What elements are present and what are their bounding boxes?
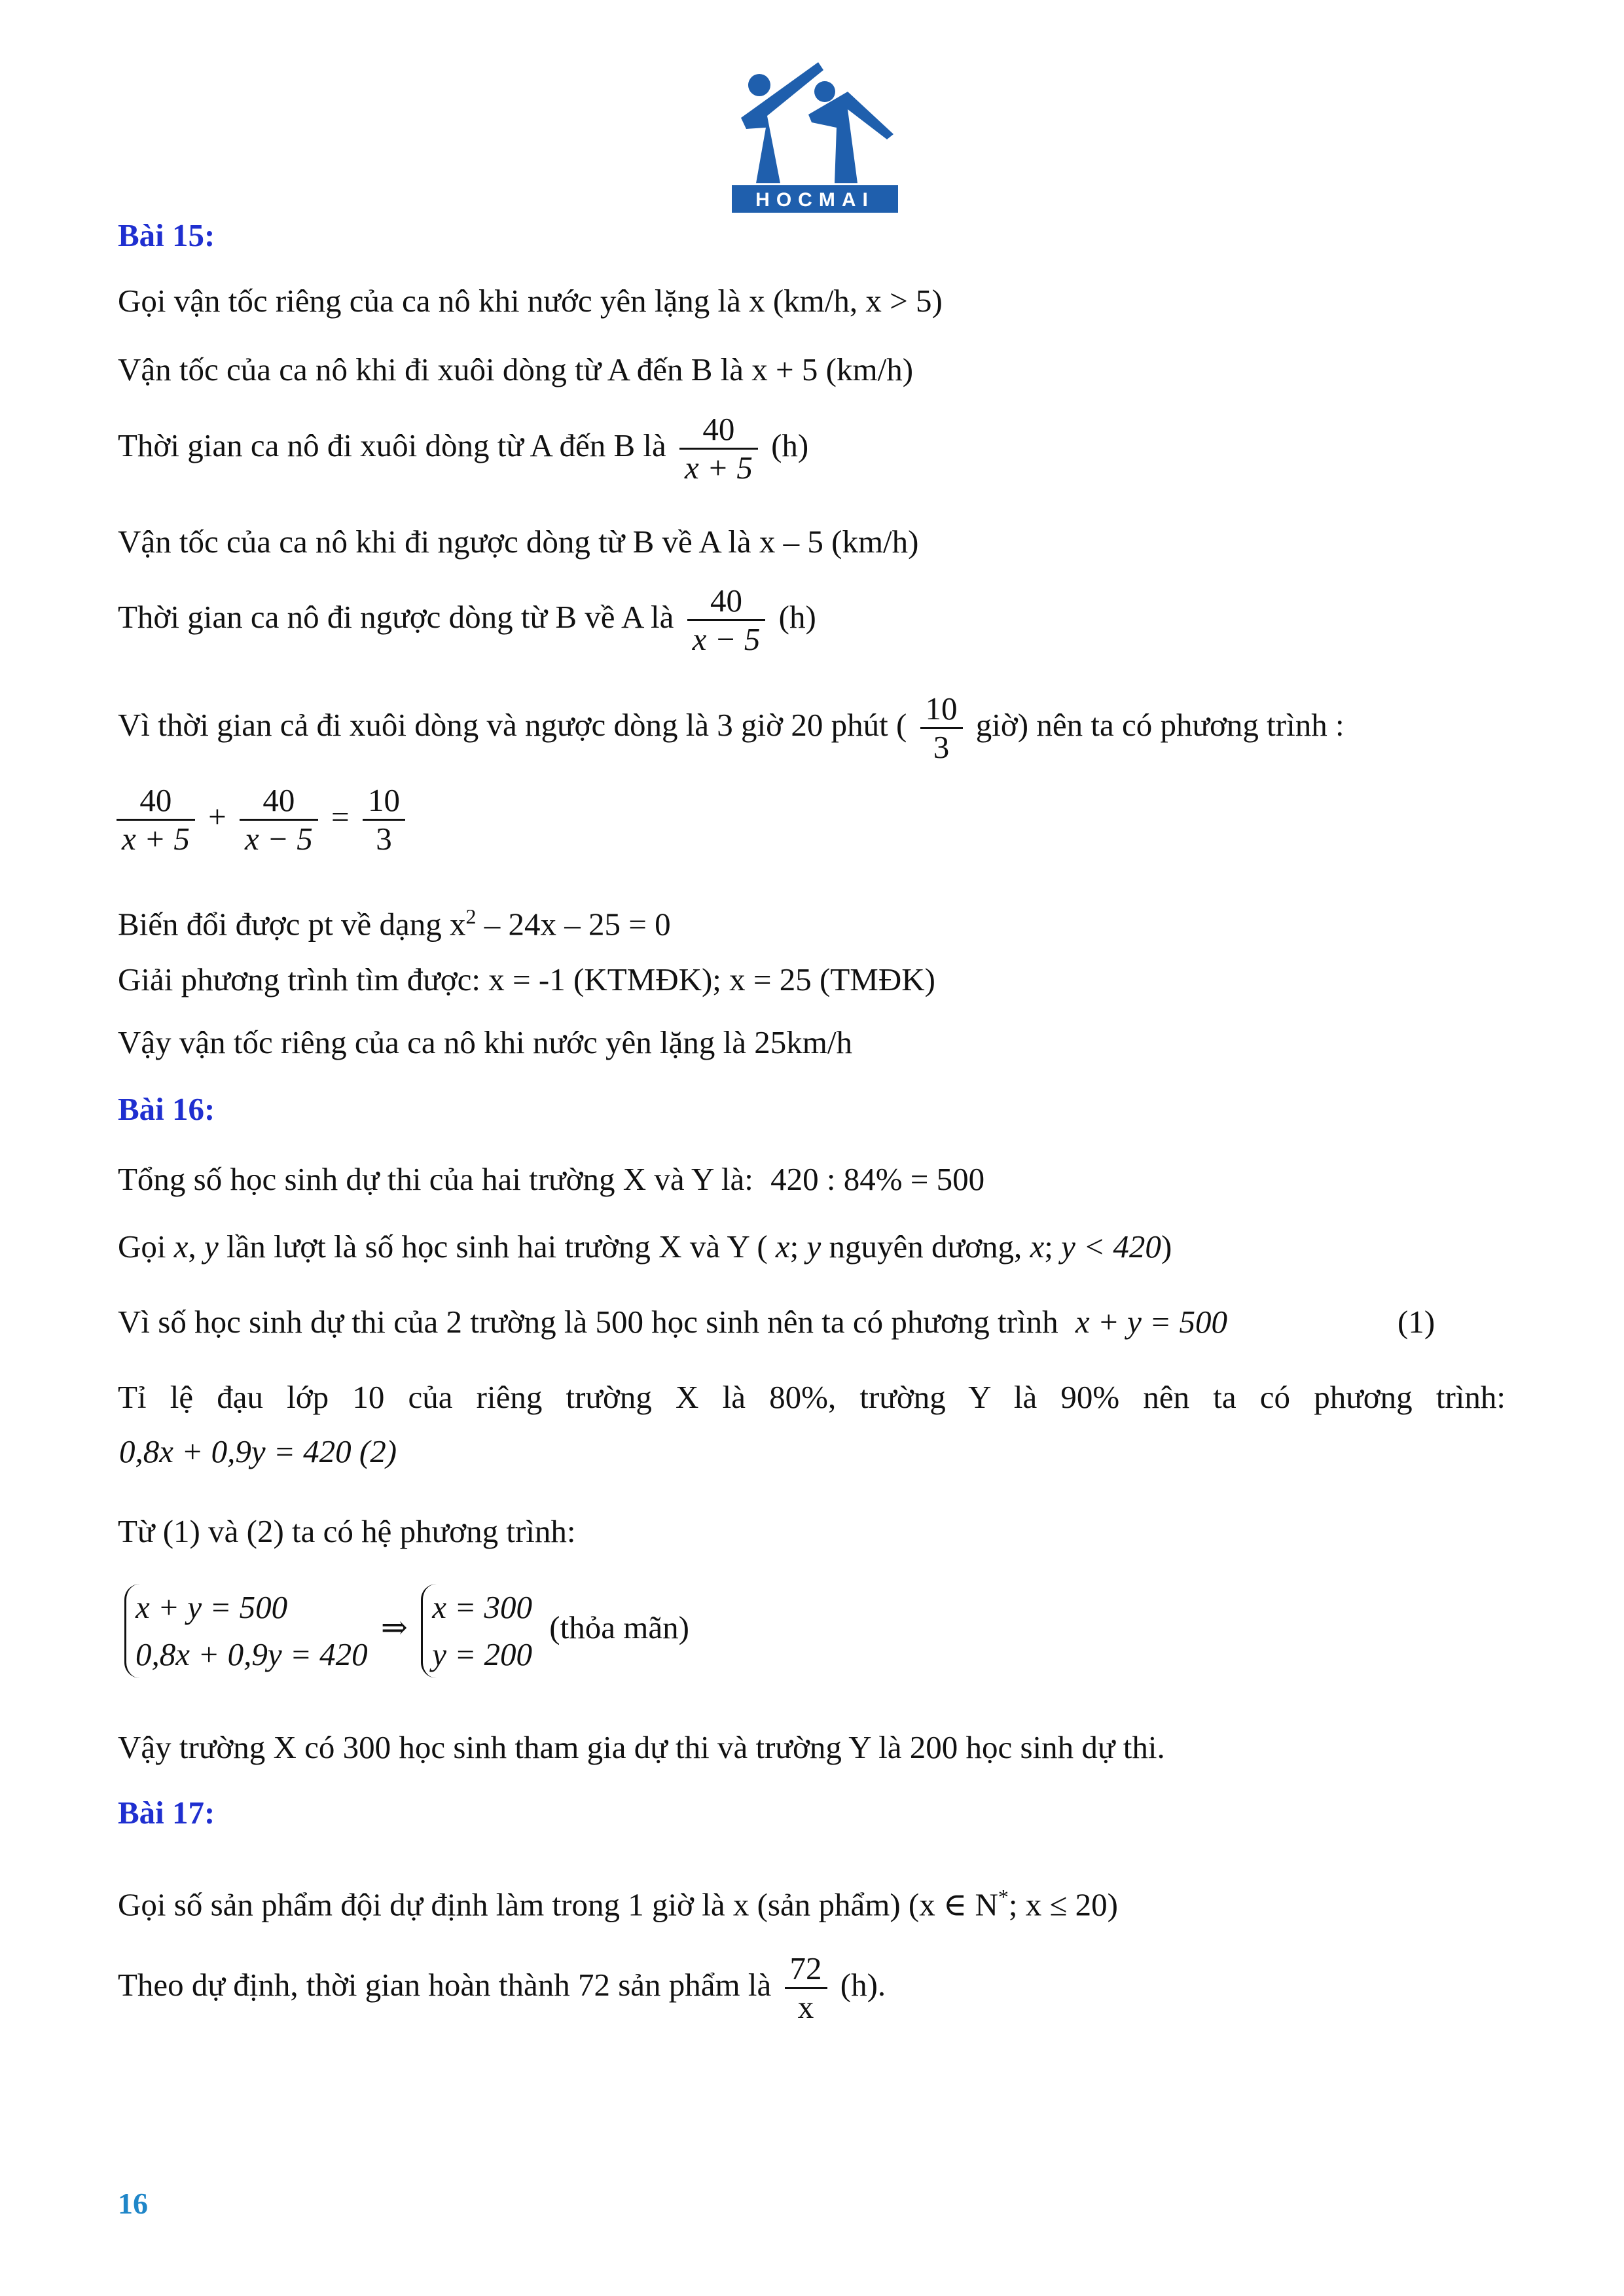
fraction-40-over-x-minus-5 bbox=[687, 583, 766, 658]
semicolon: ; bbox=[1044, 1229, 1053, 1265]
b15-line-6 bbox=[118, 691, 1344, 766]
unit-hours: (h) bbox=[771, 427, 809, 463]
equals-sign: = bbox=[331, 798, 350, 834]
superscript-star: * bbox=[998, 1885, 1009, 1909]
var-x: x bbox=[1030, 1229, 1045, 1265]
fraction-numerator: 40 bbox=[687, 583, 766, 621]
system-eq-1: x + y = 500 bbox=[135, 1589, 288, 1625]
b15-line-4: Vận tốc của ca nô khi đi ngược dòng từ B về A là x – 5 (km/h) bbox=[118, 524, 919, 560]
b17-line-1-text-a: Gọi số sản phẩm đội dự định làm trong 1 giờ là x (sản phẩm) (x ∈ N bbox=[118, 1886, 998, 1923]
unit-hours: (h). bbox=[840, 1966, 886, 2003]
fraction-40-over-x-plus-5 bbox=[679, 411, 758, 486]
b16-line-2 bbox=[118, 1227, 1172, 1266]
heading-bai-16: Bài 16: bbox=[118, 1091, 215, 1127]
solution-x: x = 300 bbox=[432, 1589, 533, 1625]
b16-line-2-text-b: lần lượt là số học sinh hai trường X và Y ( bbox=[226, 1229, 768, 1265]
satisfied-note: (thỏa mãn) bbox=[549, 1609, 689, 1646]
plus-sign: + bbox=[208, 798, 226, 834]
var-y: y bbox=[204, 1229, 219, 1265]
hocmai-logo-graphic bbox=[727, 56, 903, 219]
fraction-10-over-3 bbox=[363, 782, 405, 857]
fraction-denominator: x bbox=[797, 1989, 814, 2025]
condition-y-less-420: y < 420 bbox=[1061, 1229, 1161, 1265]
fraction-72-over-x bbox=[785, 1950, 827, 2026]
b16-line-3 bbox=[118, 1302, 1227, 1342]
b15-line-8-text-b: – 24x – 25 = 0 bbox=[476, 906, 671, 942]
b16-line-6: Từ (1) và (2) ta có hệ phương trình: bbox=[118, 1513, 576, 1549]
fraction-40-over-x-minus-5 bbox=[240, 782, 318, 857]
b15-line-5-text: Thời gian ca nô đi ngược dòng từ B về A là bbox=[118, 598, 674, 635]
b16-line-1 bbox=[118, 1160, 984, 1199]
var-x: x bbox=[173, 1229, 189, 1265]
b16-line-1-math: 420 : 84% = 500 bbox=[770, 1161, 985, 1197]
b15-line-6-text-a: Vì thời gian cả đi xuôi dòng và ngược dòng là 3 giờ 20 phút ( bbox=[118, 706, 907, 743]
b15-line-3-text: Thời gian ca nô đi xuôi dòng từ A đến B là bbox=[118, 427, 666, 463]
equation-2: 0,8x + 0,9y = 420 (2) bbox=[119, 1433, 397, 1469]
b16-line-3-text: Vì số học sinh dự thi của 2 trường là 500 học sinh nên ta có phương trình bbox=[118, 1304, 1058, 1340]
b15-line-3 bbox=[118, 411, 808, 486]
hocmai-logo bbox=[727, 56, 903, 219]
b17-line-1-text-b: ; x ≤ 20) bbox=[1008, 1886, 1118, 1923]
b15-line-8 bbox=[118, 897, 671, 944]
b17-line-2 bbox=[118, 1950, 886, 2026]
unit-hours: (h) bbox=[778, 598, 816, 635]
b16-line-2-text-a: Gọi bbox=[118, 1229, 166, 1265]
fraction-denominator: x + 5 bbox=[685, 450, 753, 486]
fraction-numerator: 10 bbox=[920, 691, 963, 729]
fraction-10-over-3 bbox=[920, 691, 963, 766]
var-y: y bbox=[806, 1229, 821, 1265]
fraction-numerator: 40 bbox=[679, 411, 758, 450]
b17-line-1 bbox=[118, 1877, 1118, 1924]
equation-1: x + y = 500 bbox=[1075, 1304, 1227, 1340]
b16-line-7: Vậy trường X có 300 học sinh tham gia dự thi và trường Y là 200 học sinh dự thi. bbox=[118, 1729, 1165, 1765]
b15-equation bbox=[111, 782, 410, 857]
b17-line-2-text: Theo dự định, thời gian hoàn thành 72 sản phẩm là bbox=[118, 1966, 772, 2003]
b16-line-1-text: Tổng số học sinh dự thi của hai trường X và Y là: bbox=[118, 1161, 753, 1197]
fraction-numerator: 40 bbox=[117, 782, 195, 821]
b15-line-9: Giải phương trình tìm được: x = -1 (KTMĐK); x = 25 (TMĐK) bbox=[118, 961, 935, 997]
heading-bai-15: Bài 15: bbox=[118, 217, 215, 253]
b16-line-2-text-c: nguyên dương, bbox=[829, 1229, 1022, 1265]
b15-line-1: Gọi vận tốc riêng của ca nô khi nước yên lặng là x (km/h, x > 5) bbox=[118, 283, 943, 319]
fraction-denominator: x − 5 bbox=[692, 621, 761, 657]
system-of-equations bbox=[124, 1584, 689, 1678]
superscript-2: 2 bbox=[465, 905, 477, 928]
comma: , bbox=[188, 1229, 196, 1265]
fraction-numerator: 40 bbox=[240, 782, 318, 821]
b15-line-2: Vận tốc của ca nô khi đi xuôi dòng từ A đến B là x + 5 (km/h) bbox=[118, 351, 914, 387]
semicolon: ; bbox=[789, 1229, 799, 1265]
fraction-denominator: 3 bbox=[376, 821, 392, 857]
fraction-40-over-x-plus-5 bbox=[117, 782, 195, 857]
page-number: 16 bbox=[118, 2187, 148, 2220]
b16-line-4: Tỉ lệ đạu lớp 10 của riêng trường X là 80%, trường Y là 90% nên ta có phương trình: bbox=[118, 1379, 1506, 1415]
hocmai-logo-text: HOCMAI bbox=[755, 189, 875, 211]
fraction-denominator: 3 bbox=[933, 729, 950, 765]
b15-line-5 bbox=[118, 583, 816, 658]
b15-line-10: Vậy vận tốc riêng của ca nô khi nước yên lặng là 25km/h bbox=[118, 1024, 852, 1060]
heading-bai-17: Bài 17: bbox=[118, 1795, 215, 1831]
var-x: x bbox=[775, 1229, 790, 1265]
solution-y: y = 200 bbox=[432, 1636, 533, 1672]
fraction-numerator: 10 bbox=[363, 782, 405, 821]
fraction-denominator: x + 5 bbox=[122, 821, 190, 857]
b15-line-6-text-b: giờ) nên ta có phương trình : bbox=[975, 706, 1344, 743]
system-right bbox=[421, 1584, 532, 1678]
fraction-denominator: x − 5 bbox=[244, 821, 313, 857]
b15-line-8-text-a: Biến đổi được pt về dạng x bbox=[118, 906, 466, 942]
system-eq-2: 0,8x + 0,9y = 420 bbox=[135, 1636, 368, 1672]
close-paren: ) bbox=[1161, 1229, 1172, 1265]
system-left bbox=[124, 1584, 368, 1678]
fraction-numerator: 72 bbox=[785, 1950, 827, 1989]
implies-arrow: ⇒ bbox=[380, 1609, 408, 1646]
equation-label-1: (1) bbox=[1398, 1304, 1435, 1340]
